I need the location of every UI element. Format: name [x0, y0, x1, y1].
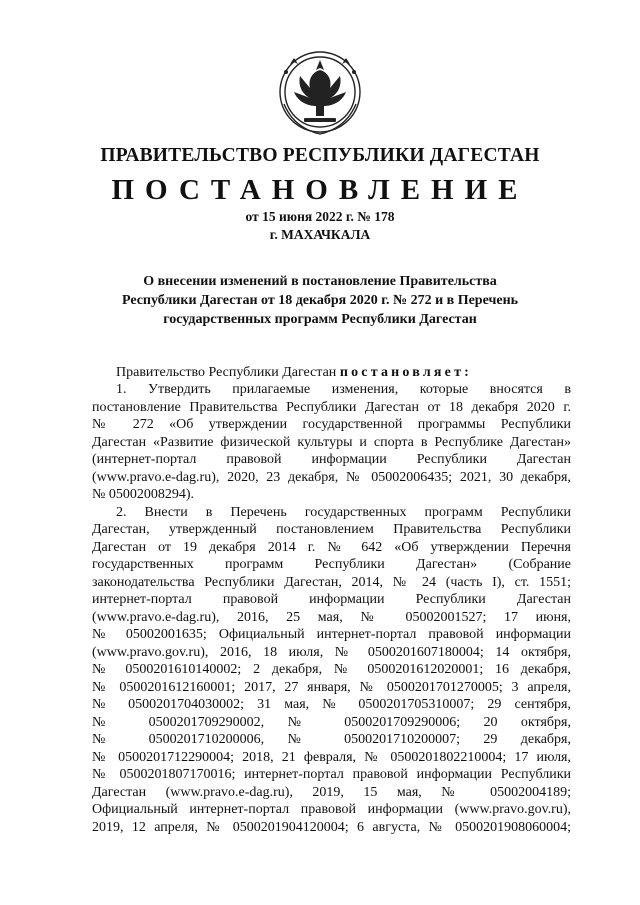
body-line: № 0500201807170016; интернет-портал правовой информации Республики: [92, 767, 571, 782]
preamble-text: Правительство Республики Дагестан: [116, 365, 340, 380]
body-line: постановление Правительства Республики Дагестан от 18 декабря 2020 г.: [92, 399, 571, 415]
body-line: № 272 «Об утверждении государственной программы Республики: [92, 417, 571, 432]
subject-line: О внесении изменений в постановление Правительства: [143, 274, 497, 289]
body-line: № 0500201610140002; 2 декабря, № 0500201612020001; 16 декабря,: [92, 662, 571, 677]
body-line: 2019, 12 апреля, № 0500201904120004; 6 августа, № 0500201908060004;: [92, 819, 571, 835]
preamble: [116, 365, 472, 381]
body-line: № 05002001635; Официальный интернет-портал правовой информации: [92, 627, 571, 642]
body-line: Официальный интернет-портал правовой информации (www.pravo.gov.ru),: [92, 802, 571, 817]
government-title: ПРАВИТЕЛЬСТВО РЕСПУБЛИКИ ДАГЕСТАН: [100, 145, 540, 166]
body-line: № 0500201612160001; 2017, 27 января, № 0500201701270005; 3 апреля,: [92, 679, 571, 695]
body-line: Дагестан (www.pravo.e-dag.ru), 2019, 15 мая, № 05002004189;: [92, 784, 571, 800]
body-line: государственных программ Республики Дагестан» (Собрание: [92, 557, 571, 572]
body-line: № 0500201704030002; 31 мая, № 0500201705310007; 29 сентября,: [92, 697, 571, 712]
preamble-keyword: постановляет:: [339, 365, 473, 380]
body-line: № 0500201712290004; 2018, 21 февраля, № 0500201802210004; 17 июля,: [92, 749, 571, 765]
body-line: интернет-портал правовой информации Республики Дагестан: [92, 592, 571, 607]
body-line: Дагестан, утвержденный постановлением Правительства Республики: [92, 522, 571, 537]
body-line: № 0500201709290002, № 0500201709290006; 20 октября,: [92, 714, 571, 730]
body-line: № 05002008294).: [92, 487, 195, 502]
document-date-number: от 15 июня 2022 г. № 178: [245, 209, 395, 224]
body-line: (www.pravo.e-dag.ru), 2016, 25 мая, № 05002001527; 17 июня,: [92, 609, 571, 625]
document-city: г. МАХАЧКАЛА: [269, 227, 371, 242]
subject-line: государственных программ Республики Дагестан: [163, 312, 477, 327]
body-line: Дагестан «Развитие физической культуры и спорта в Республике Дагестан»: [92, 434, 571, 450]
body-line: (www.pravo.e-dag.ru), 2020, 23 декабря, № 05002006435; 2021, 30 декабря,: [92, 469, 571, 485]
body-line: № 0500201710200006, № 0500201710200007; 29 декабря,: [92, 732, 571, 747]
body-line: Дагестан от 19 декабря 2014 г. № 642 «Об утверждении Перечня: [92, 539, 571, 555]
body-line: (www.pravo.gov.ru), 2016, 18 июля, № 0500201607180004; 14 октября,: [92, 644, 571, 660]
body-line: законодательства Республики Дагестан, 2014, № 24 (часть I), ст. 1551;: [92, 574, 571, 590]
document-body: [92, 381, 571, 836]
coat-of-arms-emblem: [264, 42, 376, 140]
body-line: 2. Внести в Перечень государственных программ Республики: [116, 504, 571, 520]
document-type: ПОСТАНОВЛЕНИЕ: [111, 174, 529, 206]
body-line: 1. Утвердить прилагаемые изменения, которые вносятся в: [116, 382, 571, 397]
subject-line: Республики Дагестан от 18 декабря 2020 г. № 272 и в Перечень: [121, 293, 519, 308]
document-subject: [92, 272, 548, 329]
body-line: (интернет-портал правовой информации Республики Дагестан: [92, 452, 571, 467]
